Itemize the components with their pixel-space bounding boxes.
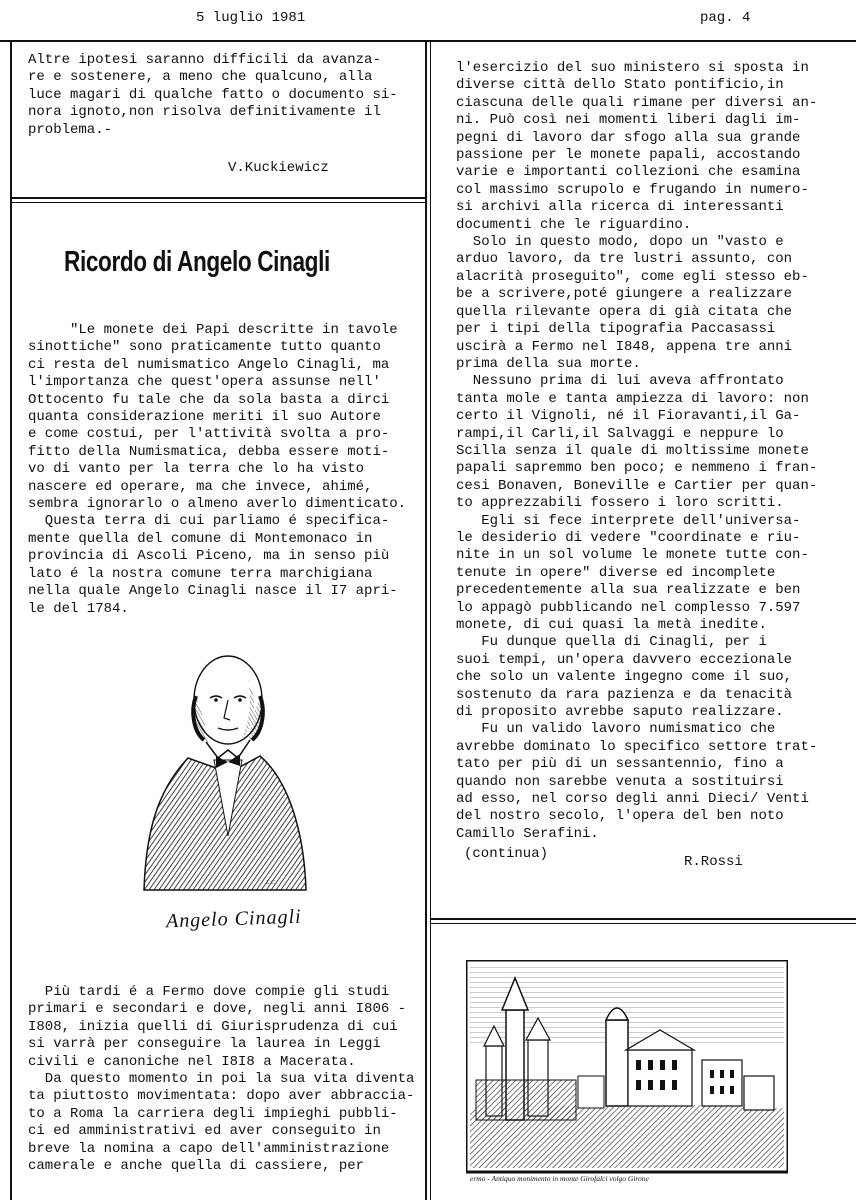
- text-line: precedentemente alla sua realizzate e ben: [456, 582, 801, 599]
- text-line: re e sostenere, a meno che qualcuno, alla: [28, 69, 373, 86]
- text-line: problema.-: [28, 121, 113, 138]
- text-line: to a Roma la carriera degli impieghi pubbli-: [28, 1105, 398, 1122]
- text-line: primari e secondari e dove, negli anni I806 -: [28, 1001, 407, 1018]
- text-line: arduo lavoro, da tre lustri assunto, con: [456, 251, 793, 268]
- article-author: R.Rossi: [684, 854, 743, 870]
- portrait-signature: Angelo Cinagli: [165, 905, 302, 933]
- section-rule-right-2: [430, 923, 856, 924]
- text-line: tenute in opere" diverse ed incomplete: [456, 564, 776, 581]
- text-line: vo di vanto per la terra che lo ha visto: [28, 461, 365, 478]
- article-body-part2: [28, 984, 414, 1175]
- text-line: che solo un valente ingegno come il suo,: [456, 669, 793, 686]
- portrait-engraving: [138, 640, 308, 896]
- text-line: quando non sarebbe venuta a sostituirsi: [456, 773, 784, 790]
- text-line: Fu un valido lavoro numismatico che: [456, 721, 776, 738]
- text-line: lo appagò pubblicando nel complesso 7.597: [456, 599, 801, 616]
- text-line: breve la nomina a capo dell'amministrazione: [28, 1140, 390, 1157]
- text-line: nora ignoto,non risolva definitivamente il: [28, 104, 381, 121]
- text-line: camerale e anche quella di cassiere, per: [28, 1158, 365, 1175]
- town-engraving: [466, 960, 788, 1192]
- text-line: ci resta del numismatico Angelo Cinagli, ma: [28, 356, 390, 373]
- text-line: varie e importanti collezioni che esamina: [456, 164, 801, 181]
- text-line: nella quale Angelo Cinagli nasce il I7 apri-: [28, 583, 398, 600]
- text-line: nascere ed operare, ma che invece, ahimé,: [28, 478, 373, 495]
- text-line: avrebbe dominato lo specifico settore trat-: [456, 738, 818, 755]
- text-line: Ottocento fu tale che da sola basta a dirci: [28, 391, 390, 408]
- text-line: ad esso, nel corso degli anni Dieci/ Venti: [456, 791, 809, 808]
- text-line: monete, di cui quasi la metà inedite.: [456, 617, 767, 633]
- text-line: l'importanza che quest'opera assunse nell': [28, 374, 381, 391]
- text-line: Questa terra di cui parliamo é specifica-: [28, 513, 390, 530]
- text-line: l'esercizio del suo ministero si sposta in: [456, 60, 809, 76]
- text-line: Altre ipotesi saranno difficili da avanza-: [28, 52, 381, 68]
- text-line: col massimo scrupolo e frugando in numero-: [456, 181, 809, 198]
- text-line: nite in un sol volume le monete tutte con-: [456, 547, 809, 564]
- section-rule-left-2: [10, 202, 426, 203]
- text-line: documenti che le riguardino.: [456, 216, 692, 233]
- text-line: papali sapremmo ben poco; e nemmeno i fran-: [456, 460, 818, 477]
- text-line: si varrà per conseguire la laurea in Leggi: [28, 1036, 381, 1053]
- section-rule-left: [10, 197, 426, 199]
- text-line: si archivi alla ricerca di interessanti: [456, 199, 784, 216]
- text-line: Fu dunque quella di Cinagli, per i: [456, 634, 767, 651]
- text-line: luce magari di qualche fatto o documento si-: [28, 86, 398, 103]
- previous-article-signature: V.Kuckiewicz: [228, 160, 329, 176]
- text-line: diverse città dello Stato pontificio,in: [456, 77, 784, 94]
- article-body-part1: [28, 322, 406, 618]
- text-line: lato é la nostra comune terra marchigiana: [28, 565, 373, 582]
- text-line: certo il Vignoli, né il Fioravanti,il Ga-: [456, 408, 801, 425]
- article-title: Ricordo di Angelo Cinagli: [64, 246, 330, 278]
- text-line: per i tipi della tipografia Paccasassi: [456, 321, 776, 338]
- column-divider-mid-a: [425, 42, 427, 1200]
- text-line: cesi Bonaven, Boneville e Cartier per quan-: [456, 477, 818, 494]
- text-line: di proposito avrebbe saputo realizzare.: [456, 704, 784, 721]
- text-line: rampi,il Carli,il Salvaggi e neppure lo: [456, 425, 784, 442]
- text-line: del nostro secolo, l'opera del ben noto: [456, 808, 784, 825]
- text-line: sinottiche" sono praticamente tutto quanto: [28, 339, 381, 356]
- text-line: mente quella del comune di Montemonaco in: [28, 530, 373, 547]
- text-line: le desiderio di vedere "coordinate e riu-: [456, 529, 801, 546]
- text-line: ciascuna delle quali rimane per diversi an-: [456, 94, 818, 111]
- text-line: Solo in questo modo, dopo un "vasto e: [456, 234, 784, 251]
- column-divider-mid-b: [430, 42, 431, 1200]
- article-body-right-column: [456, 60, 817, 843]
- text-line: passione per le monete papali, accostando: [456, 147, 801, 164]
- text-line: "Le monete dei Papi descritte in tavole: [28, 322, 398, 338]
- text-line: ci ed amministrativi ed aver conseguito in: [28, 1123, 381, 1140]
- text-line: Da questo momento in poi la sua vita diventa: [28, 1071, 415, 1088]
- text-line: le del 1784.: [28, 600, 129, 617]
- text-line: tato per più di un sessantennio, fino a: [456, 756, 784, 773]
- text-line: suoi tempi, un'opera davvero eccezionale: [456, 651, 793, 668]
- svg-text:L.C.: L.C.: [266, 880, 277, 886]
- text-line: to apprezzabili fossero i loro scritti.: [456, 495, 784, 512]
- text-line: quanta considerazione meriti il suo Autore: [28, 409, 381, 426]
- text-line: e come costui, per l'attività svolta a pro-: [28, 426, 390, 443]
- engraving-caption: ermo - Antiquo monimento in monte Girofalci volgo Girone: [470, 1174, 649, 1183]
- text-line: sembra ignorarlo o almeno averlo dimenticato.: [28, 496, 407, 513]
- text-line: Più tardi é a Fermo dove compie gli studi: [28, 984, 390, 1000]
- text-line: Camillo Serafini.: [456, 825, 599, 842]
- text-line: Nessuno prima di lui aveva affrontato: [456, 373, 784, 390]
- text-line: alacrità proseguito", come egli stesso eb-: [456, 268, 809, 285]
- text-line: provincia di Ascoli Piceno, ma in senso più: [28, 548, 390, 565]
- text-line: Egli si fece interprete dell'universa-: [456, 512, 801, 529]
- text-line: prima della sua morte.: [456, 355, 641, 372]
- continued-note: (continua): [464, 846, 549, 862]
- section-rule-right: [430, 918, 856, 920]
- text-line: uscirà a Fermo nel I848, appena tre anni: [456, 338, 793, 355]
- header-rule: [0, 40, 856, 42]
- text-line: quella rilevante opera di già citata che: [456, 303, 793, 320]
- previous-article-text: [28, 52, 398, 139]
- text-line: pegni di lavoro dar sfogo alla sua grande: [456, 129, 801, 146]
- text-line: tanta mole e tanta ampiezza di lavoro: non: [456, 390, 809, 407]
- column-divider-left: [10, 42, 12, 1200]
- text-line: civili e canoniche nel I8I8 a Macerata.: [28, 1053, 356, 1070]
- text-line: ta piuttosto movimentata: dopo aver abbraccia-: [28, 1088, 415, 1105]
- text-line: I808, inizia quelli di Giurisprudenza di cui: [28, 1018, 398, 1035]
- text-line: sostenuto da rara pazienza e da tenacità: [456, 686, 793, 703]
- text-line: be a scrivere,poté giungere a realizzare: [456, 286, 793, 303]
- text-line: ni. Può così nei momenti liberi dagli im-: [456, 112, 801, 129]
- text-line: Scilla senza il quale di moltissime monete: [456, 442, 809, 459]
- page-number: pag. 4: [700, 10, 751, 26]
- text-line: fitto della Numismatica, debba essere moti-: [28, 443, 390, 460]
- issue-date: 5 luglio 1981: [196, 10, 306, 26]
